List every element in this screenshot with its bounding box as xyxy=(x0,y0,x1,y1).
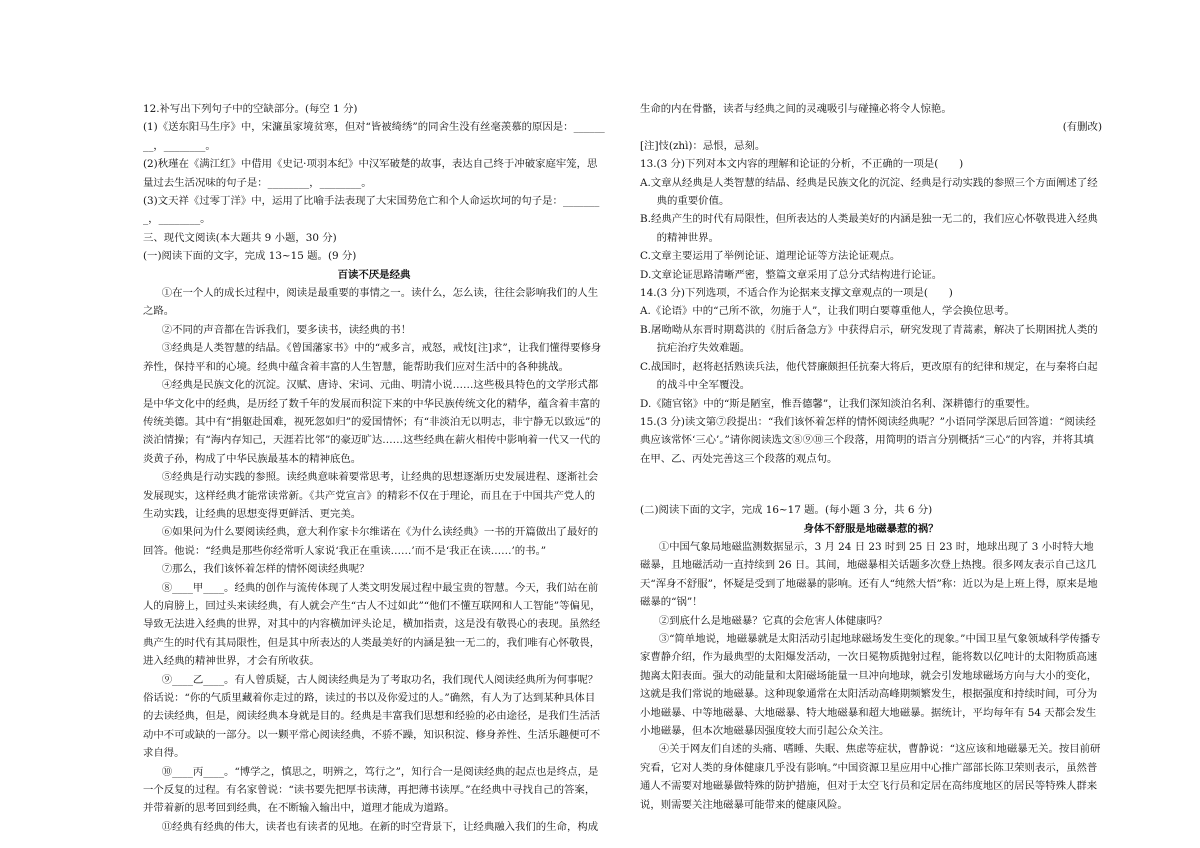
q14-option-b: B.屠呦呦从东晋时期葛洪的《肘后备急方》中获得启示，研究发现了青蒿素，解决了长期困扰人类的抗疟治疗失效难题。 xyxy=(640,323,1098,355)
article-paragraph: ⑪经典有经典的伟大，读者也有读者的见地。在新的时空背景下，让经典融入我们的生命，构成 xyxy=(161,820,599,833)
footnote: [注]忮(zhì)：忌恨，忌刻。 xyxy=(640,139,766,152)
article-paragraph: ⑦那么，我们该怀着怎样的情怀阅读经典呢？ xyxy=(161,563,370,576)
q13-option-d: D.文章论证思路清晰严密，整篇文章采用了总分式结构进行论证。 xyxy=(640,268,943,281)
right-column xyxy=(640,100,1102,814)
q13-option-c: C.文章主要运用了举例论证、道理论证等方法论证观点。 xyxy=(640,250,901,263)
q14-option-a: A.《论语》中的“己所不欲，勿施于人”，让我们明白要尊重他人，学会换位思考。 xyxy=(640,305,1015,318)
part1-intro: (一)阅读下面的文字，完成 13~15 题。(9 分) xyxy=(143,250,357,263)
blank-space xyxy=(640,468,1102,501)
q14-stem: 14.(3 分)下列选项，不适合作为论据来支撑文章观点的一项是( ) xyxy=(640,287,953,300)
q15-text: 15.(3 分)读文第⑦段提出：“我们该怀着怎样的情怀阅读经典呢？”小语同学深思后回答道：“阅读经典应该常怀‘三心’。”请你阅读选文⑧⑨⑩三个段落，用简明的语言分别概括“三心”的内容，并将其填在甲、乙、丙处完善这三个段落的观点句。 xyxy=(640,415,1096,465)
article-paragraph: ④经典是民族文化的沉淀。汉赋、唐诗、宋词、元曲、明清小说……这些极具特色的文学形式都是中华文化中的经典，是历经了数千年的发展而积淀下来的中华民族传统文化的精华，蕴含着丰富的传统美德。其中有“捐躯赴国难，视死忽如归”的爱国情怀；有“非淡泊无以明志，非宁静无以致远”的淡泊情操；有“海内存知己，天涯若比邻”的豪迈旷达……这些经典在薪火相传中影响着一代又一代的炎黄子孙，构成了中华民族最基本的精神底色。 xyxy=(143,379,601,465)
article-paragraph: ⑧____甲____。经典的创作与流传体现了人类文明发展过程中最宝贵的智慧。今天，我们站在前人的肩膀上，回过头来读经典，有人就会产生“古人不过如此”“他们不懂互联网和人工智能”等偏见，导致无法进入经典的世界，对其中的内容横加评头论足，横加指责，这是没有敬畏心的表现。虽然经典产生的时代有其局限性，但是其中所表达的人类最美好的内涵是独一无二的，我们唯有心怀敬畏，进入经典的精神世界，才会有所收获。 xyxy=(143,581,601,668)
article2-paragraph: ②到底什么是地磁暴？它真的会危害人体健康吗？ xyxy=(658,614,888,627)
part2-intro: (二)阅读下面的文字，完成 16~17 题。(每小题 3 分，共 6 分) xyxy=(640,504,933,517)
article-paragraph: ②不同的声音都在告诉我们，要多读书，读经典的书！ xyxy=(161,323,412,336)
q13-option-a: A.文章从经典是人类智慧的结晶、经典是民族文化的沉淀、经典是行动实践的参照三个方面阐述了经典的重要价值。 xyxy=(640,176,1098,208)
article-paragraph: ⑤经典是行动实践的参照。读经典意味着要常思考，让经典的思想逐渐历史发展进程、逐渐社会发展现实，这样经典才能常读常新。《共产党宣言》的精彩不仅在于理论，而且在于中国共产党人的生动实践，让经典的思想变得更鲜活、更完美。 xyxy=(143,471,599,520)
article-paragraph: ⑩____丙____。“博学之，慎思之，明辨之，笃行之”，知行合一是阅读经典的起点也是终点，是一个反复的过程。有名家曾说：“读书要先把厚书读薄，再把薄书读厚。”在经典中寻找自己的答案，并带着新的思考回到经典，在不断输入输出中，道理才能成为道路。 xyxy=(143,765,599,815)
article-paragraph: ③经典是人类智慧的结晶。《曾国藩家书》中的“戒多言，戒怒，戒忮[注]求”，让我们懂得要修身养性，保持平和的心境。经典中蕴含着丰富的人生智慧，能帮助我们应对生活中的各种挑战。 xyxy=(143,342,602,373)
source-note: (有删改) xyxy=(1062,121,1102,134)
section-title: 三、现代文阅读(本大题共 9 小题，30 分) xyxy=(143,231,337,244)
q12-item-2: (2)秋瑾在《满江红》中借用《史记·项羽本纪》中汉军破楚的故事，表达自己终于冲破家庭牢笼，思量过去生活况味的句子是：________，________。 xyxy=(143,158,598,189)
q13-option-b: B.经典产生的时代有局限性，但所表达的人类最美好的内涵是独一无二的，我们应心怀敬畏进入经典的精神世界。 xyxy=(640,213,1098,244)
q12-item-3: (3)文天祥《过零丁洋》中，运用了比喻手法表现了大宋国势危亡和个人命运坎坷的句子是：________，________。 xyxy=(143,195,600,226)
article-paragraph: ①在一个人的成长过程中，阅读是最重要的事情之一。读什么，怎么读，往往会影响我们的人生之路。 xyxy=(143,287,599,318)
article-paragraph: ⑥如果问为什么要阅读经典，意大利作家卡尔维诺在《为什么读经典》一书的开篇做出了最好的回答。他说：“经典是那些你经常听人家说‘我正在重读……’而不是‘我正在读……’的书。” xyxy=(143,526,599,557)
article-title: 百读不厌是经典 xyxy=(337,268,411,281)
q12-stem: 12.补写出下列句子中的空缺部分。(每空 1 分) xyxy=(143,103,358,115)
left-column xyxy=(143,100,605,836)
article2-title: 身体不舒服是地磁暴惹的祸？ xyxy=(803,522,939,535)
q14-option-c: C.战国时，赵将赵括熟读兵法，他代替廉颇担任抗秦大将后，更改原有的纪律和规定，在与秦将白起的战斗中全军覆没。 xyxy=(640,360,1098,392)
article2-paragraph: ③“简单地说，地磁暴就是太阳活动引起地球磁场发生变化的现象。”中国卫星气象领域科学传播专家曹静介绍，作为最典型的太阳爆发活动，一次日冕物质抛射过程，能将数以亿吨计的太阳物质高速抛离太阳表面。强大的动能量和太阳磁场能量一旦冲向地球，就会引发地球磁场方向与大小的变化，这就是我们常说的地磁暴。这种现象通常在太阳活动高峰期频繁发生，根据强度和持续时间，可分为小地磁暴、中等地磁暴、大地磁暴、特大地磁暴和超大地磁暴。据统计，平均每年有 54 天都会发生小地磁暴，但本次地磁暴因强度较大而引起公众关注。 xyxy=(640,632,1101,737)
q14-option-d: D.《随官铭》中的“斯是陋室，惟吾德馨”，让我们深知淡泊名利、深耕德行的重要性。 xyxy=(640,397,1036,410)
article2-paragraph: ④关于网友们自述的头痛、嗜睡、失眠、焦虑等症状，曹静说：“这应该和地磁暴无关。按目前研究看，它对人类的身体健康几乎没有影响。”中国资源卫星应用中心推广部部长陈卫荣则表示，虽然普通人不需要对地磁暴做特殊的防护措施，但对于太空飞行员和定居在高纬度地区的居民等特殊人群来说，则需要关注地磁暴可能带来的健康风险。 xyxy=(640,743,1101,811)
article2-paragraph: ①中国气象局地磁监测数据显示，3 月 24 日 23 时到 25 日 23 时，地球出现了 3 小时特大地磁暴，且地磁活动一直持续到 26 日。其间，地磁暴相关话题多次登上热搜。很多网友表示自己这几天“浑身不舒服”，怀疑是受到了地磁暴的影响。还有人“纯然大悟”称：近以为是上班上得，原来是地磁暴的“锅”！ xyxy=(640,540,1098,609)
q12-item-1: (1)《送东阳马生序》中，宋濂虽家境贫寒，但对“皆被绮绣”的同舍生没有丝毫羡慕的原因是：________，________。 xyxy=(143,121,605,152)
q13-stem: 13.(3 分)下列对本文内容的理解和论证的分析，不正确的一项是( ) xyxy=(640,158,964,171)
article-paragraph: ⑨____乙____。有人曾质疑，古人阅读经典是为了考取功名，我们现代人阅读经典所为何事呢？俗话说：“你的气质里藏着你走过的路，读过的书以及你爱过的人。”确然，有人为了达到某种具体目的去读经典，但是，阅读经典本身就是目的。经典是丰富我们思想和经验的必由途径，是我们生活活动中不可或缺的一部分。以一颗平常心阅读经典，不骄不躁，知识积淀、修身养性、生活乐趣便可不求自得。 xyxy=(143,673,601,760)
article-continuation: 生命的内在骨骼，读者与经典之间的灵魂吸引与碰撞必将令人惊艳。 xyxy=(640,103,952,115)
